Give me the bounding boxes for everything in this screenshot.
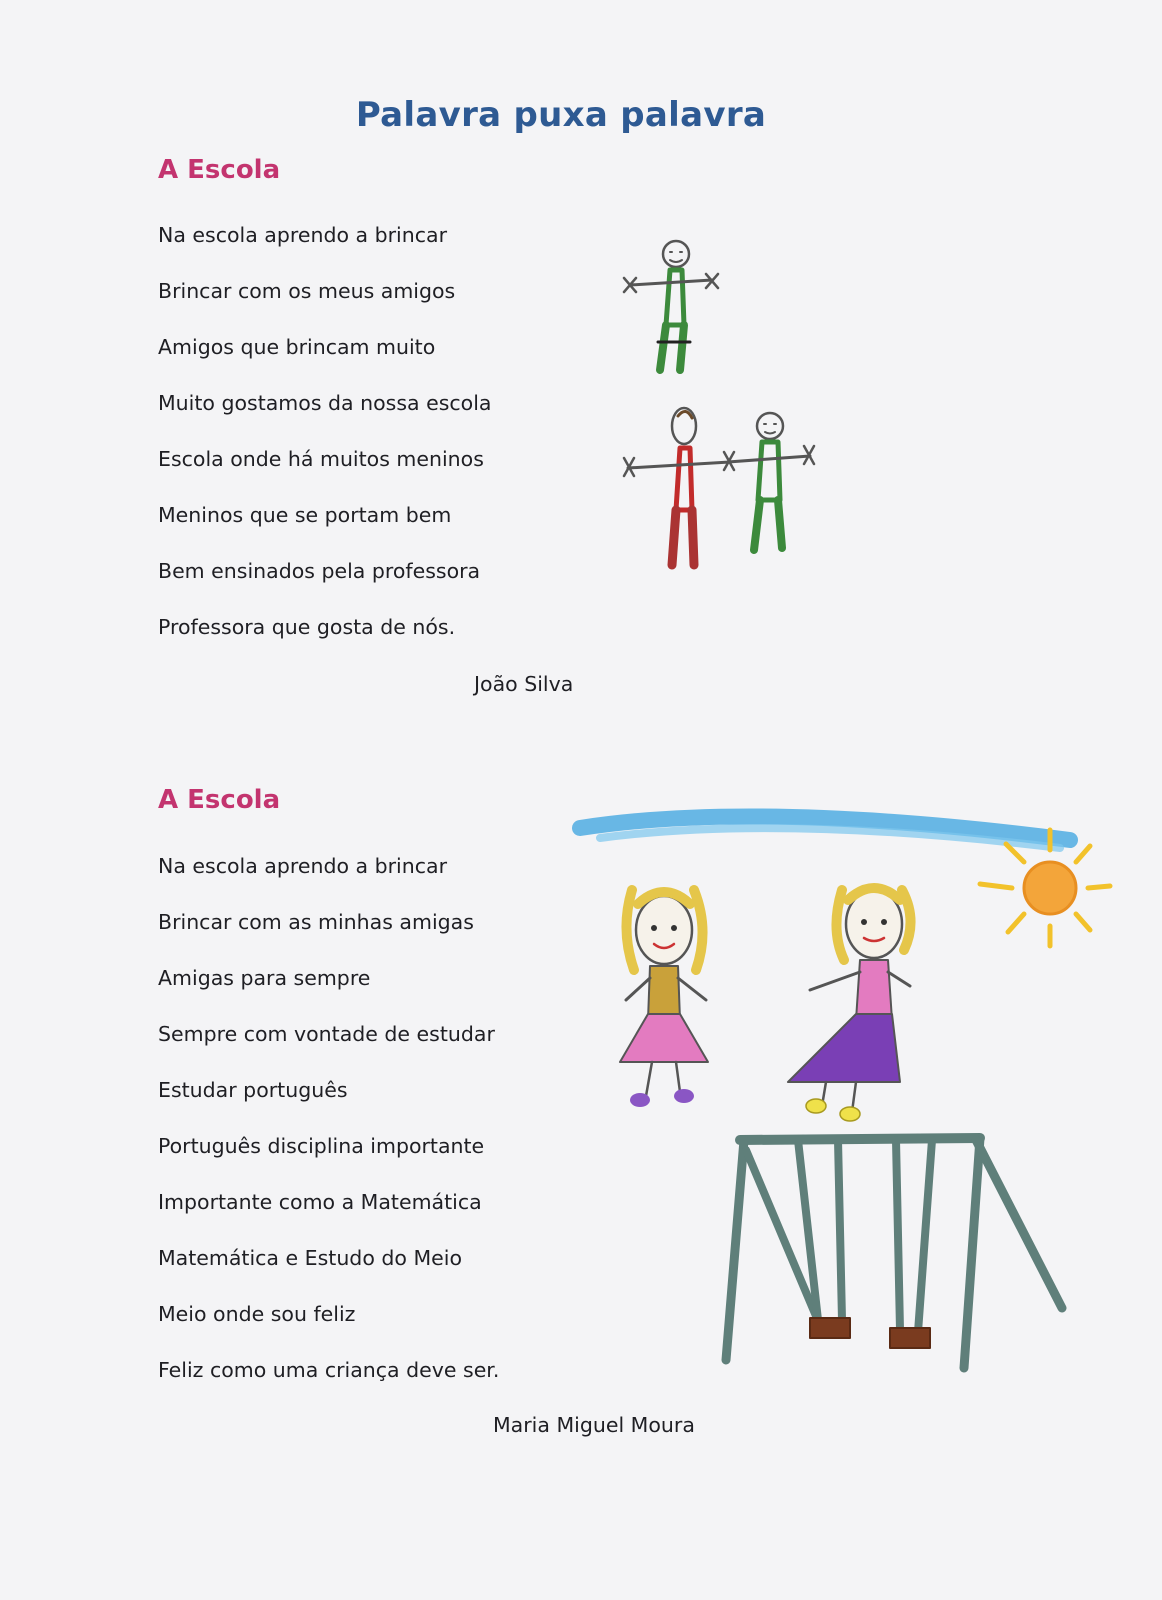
poem-line: Meio onde sou feliz — [158, 1302, 356, 1326]
poem-line: Feliz como uma criança deve ser. — [158, 1358, 500, 1382]
poem-line: Matemática e Estudo do Meio — [158, 1246, 462, 1270]
poem-line: Amigas para sempre — [158, 966, 371, 990]
girls-swing-drawing — [560, 800, 1120, 1400]
poem-line: Brincar com as minhas amigas — [158, 910, 474, 934]
poem-line: Importante como a Matemática — [158, 1190, 482, 1214]
girl-figure — [620, 890, 708, 1107]
poem-lines — [158, 207, 491, 655]
poem-line: Muito gostamos da nossa escola — [158, 391, 492, 415]
poem-line: Na escola aprendo a brincar — [158, 223, 447, 247]
poem-line: Na escola aprendo a brincar — [158, 854, 447, 878]
poem-line: Estudar português — [158, 1078, 348, 1102]
children-drawing — [620, 230, 820, 590]
child-figure — [624, 241, 718, 370]
poem-line: Professora que gosta de nós. — [158, 615, 456, 639]
poem-title: A Escola — [158, 155, 281, 185]
poem-lines — [158, 838, 499, 1398]
poem-line: Escola onde há muitos meninos — [158, 447, 484, 471]
poem-author: Maria Miguel Moura — [493, 1413, 695, 1437]
child-figure — [624, 408, 734, 565]
girl-figure — [788, 888, 911, 1121]
poem-line: Meninos que se portam bem — [158, 503, 452, 527]
poem-title: A Escola — [158, 785, 281, 815]
poem-author: João Silva — [474, 672, 574, 696]
poem-line: Sempre com vontade de estudar — [158, 1022, 495, 1046]
page-title: Palavra puxa palavra — [355, 94, 767, 135]
sky-stroke — [580, 816, 1070, 848]
poem-line: Brincar com os meus amigos — [158, 279, 456, 303]
child-figure — [728, 413, 814, 550]
poem-line: Português disciplina importante — [158, 1134, 485, 1158]
poem-line: Bem ensinados pela professora — [158, 559, 481, 583]
swing-set — [726, 1138, 1062, 1368]
poem-line: Amigos que brincam muito — [158, 335, 436, 359]
